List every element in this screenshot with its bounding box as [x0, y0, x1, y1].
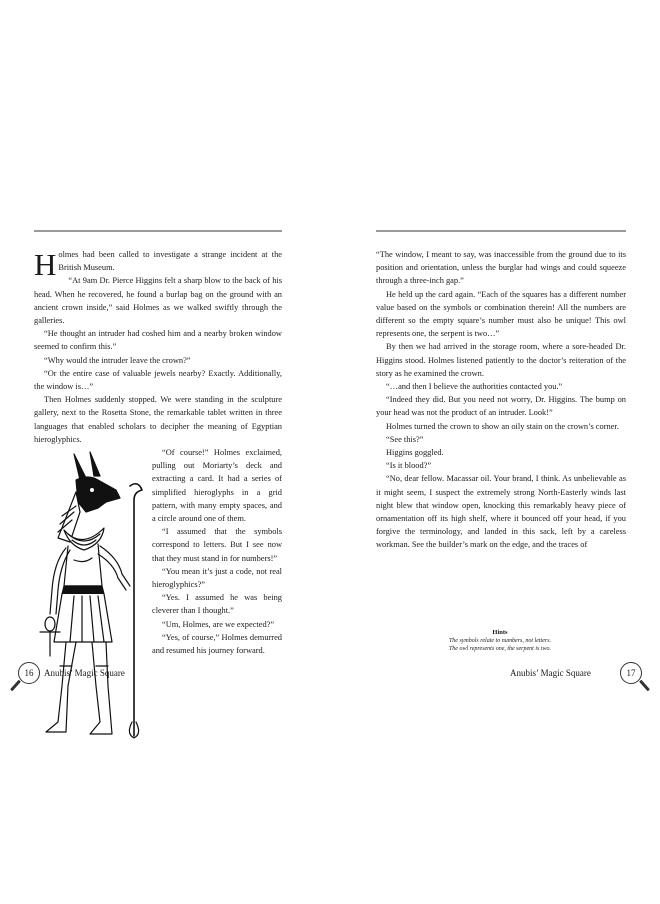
- page-number: 16: [18, 662, 40, 684]
- paragraph: “At 9am Dr. Pierce Higgins felt a sharp blow to the back of his head. When he recovered, he found a burlap bag on the ground with an ancient crown inside,” said Holmes as we walked swiftly through the galleries.: [34, 276, 282, 326]
- paragraph: “Indeed they did. But you need not worry, Dr. Higgins. The bump on your head was not the product of an intruder. Look!”: [376, 395, 626, 418]
- footer-right: [510, 659, 660, 691]
- paragraph: “Of course!” Holmes exclaimed, pulling out Moriarty’s deck and extracting a card. It had a series of simplified hieroglyphs in a grid pattern, with many empty spaces, and a circle around one of them.: [152, 448, 282, 524]
- footer-left: [8, 659, 148, 691]
- paragraph: “See this?”: [386, 434, 424, 444]
- paragraph: Holmes turned the crown to show an oily stain on the crown’s corner.: [386, 421, 619, 431]
- magnifying-glass-icon: [10, 680, 21, 692]
- hints-title: Hints: [492, 629, 508, 636]
- paragraph: By then we had arrived in the storage room, where a sore-headed Dr. Higgins stood. Holmes listened patiently to the doctor’s reiteration of the story as he examined the crown.: [376, 342, 626, 378]
- paragraph: “He thought an intruder had coshed him and a nearby broken window seemed to confirm this.”: [34, 329, 282, 352]
- paragraph: “Why would the intruder leave the crown?”: [44, 355, 191, 365]
- magnifying-glass-icon: [639, 680, 650, 692]
- hint-line: The owl represents one, the serpent is two.: [448, 646, 552, 652]
- paragraph: “The window, I meant to say, was inaccessible from the ground due to its position and orientation, unless the burglar had wings and could squeeze through a three-inch gap.”: [376, 250, 626, 286]
- paragraph: “…and then I believe the authorities contacted you.”: [386, 382, 563, 392]
- book-title: Anubis’ Magic Square: [510, 668, 591, 678]
- book-title: Anubis’ Magic Square: [44, 668, 125, 678]
- paragraph: “No, dear fellow. Macassar oil. Your brand, I think. As unbelievable as it might seem, I suspect the extremely strong North-Easterly winds last night blew that window open, knocking this remarkably heavy piece of ornamentation off its high shelf, where it bounced off your head, if you forgive the terminology, and landed in this sack, left by a careless workman. See the builder’s mark on the edge, and the traces of: [376, 474, 626, 550]
- paragraph: “You mean it’s just a code, not real hieroglyphics?”: [152, 566, 282, 590]
- paragraph: “Or the entire case of valuable jewels nearby? Exactly. Additionally, the window is…”: [34, 368, 282, 392]
- right-page-text: [376, 248, 626, 552]
- page-number: 17: [620, 662, 642, 684]
- anubis-figure-icon: [30, 446, 146, 742]
- hint-line: The symbols relate to numbers, not letters.: [448, 638, 552, 644]
- paragraph: “Um, Holmes, are we expected?”: [162, 619, 275, 629]
- paragraph: “Yes. I assumed he was being cleverer than I thought.”: [152, 593, 282, 616]
- paragraph: “Yes, of course,” Holmes demurred and resumed his journey forward.: [152, 632, 282, 656]
- top-rule-left: [34, 230, 282, 232]
- paragraph: Then Holmes suddenly stopped. We were standing in the sculpture gallery, next to the Rosetta Stone, the remarkable tablet written in three languages that enabled scholars to decipher the meaning of Egyptian hieroglyphics.: [34, 395, 282, 444]
- paragraph: “I assumed that the symbols correspond to letters. But I see now that they must stand in for numbers!”: [152, 527, 282, 563]
- top-rule-right: [376, 230, 626, 232]
- paragraph: “Is it blood?”: [386, 461, 432, 471]
- hints-box: [420, 629, 580, 653]
- paragraph: Holmes had been called to investigate a strange incident at the British Museum.: [34, 247, 282, 282]
- paragraph: He held up the card again. “Each of the squares has a different number value based on the symbols or combination therein! All the numbers are different so the empty square’s number must also be unique! This owl represents one, the serpent is two…”: [376, 289, 626, 339]
- paragraph: Higgins goggled.: [386, 448, 444, 458]
- drop-cap: H: [34, 247, 57, 282]
